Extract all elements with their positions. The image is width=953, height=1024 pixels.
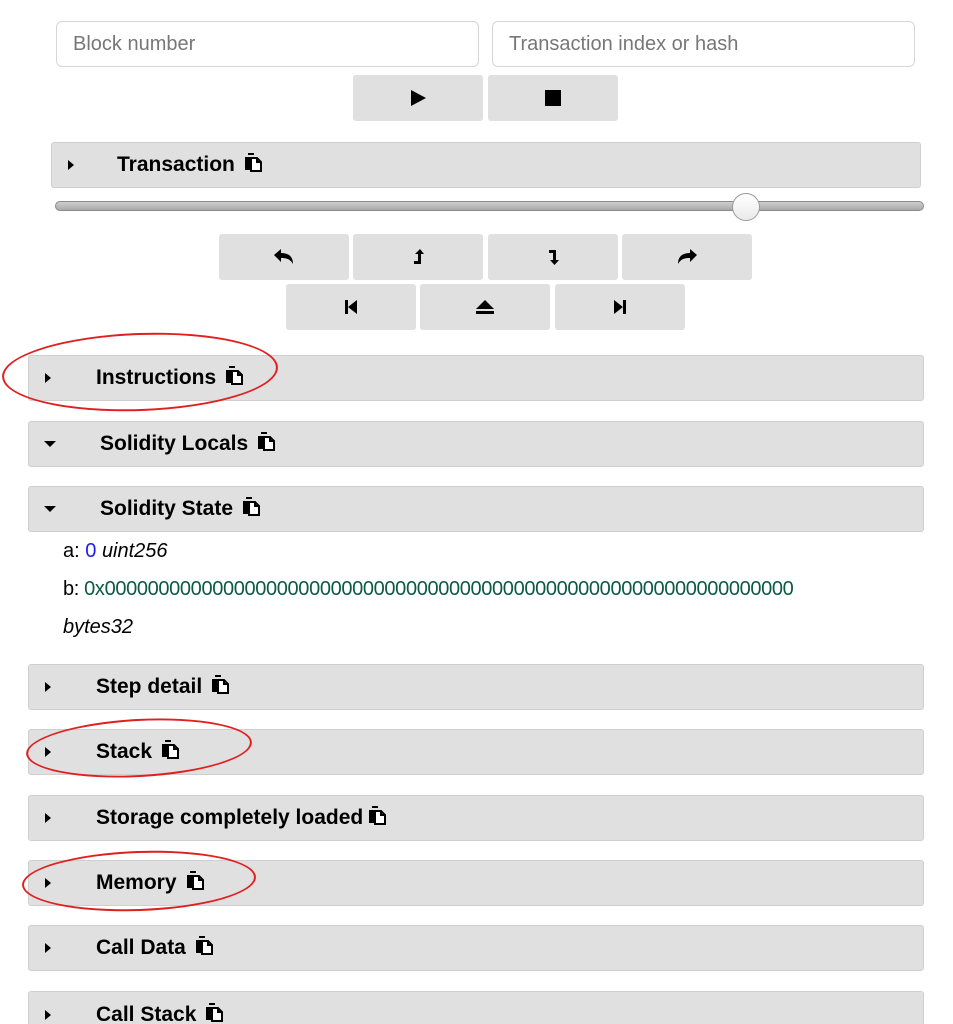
instructions-panel-header[interactable] [28,355,924,401]
stop-icon [543,88,563,108]
step-back-icon [273,248,295,266]
step-back-button[interactable] [219,234,349,280]
copy-icon[interactable] [194,935,214,961]
copy-icon[interactable] [204,1002,224,1024]
memory-title: Memory [96,871,177,894]
state-var-b-value: 0x0000000000000000000000000000000000000000000000000000000000000000 [84,578,794,600]
jump-out-button[interactable] [420,284,550,330]
stop-button[interactable] [488,75,618,121]
call-stack-title: Call Stack [96,1003,197,1024]
jump-next-breakpoint-button[interactable] [555,284,685,330]
solidity-locals-panel-header[interactable] [28,421,924,467]
transaction-input[interactable] [492,21,915,67]
copy-icon[interactable] [241,496,261,522]
state-var-a-label: a: [63,540,80,562]
step-out-icon [411,248,425,266]
caret-right-icon [43,877,53,889]
solidity-state-title: Solidity State [100,497,234,520]
solidity-state-panel-header[interactable] [28,486,924,532]
state-var-a-value: 0 [85,540,97,562]
caret-right-icon [43,372,53,384]
caret-right-icon [43,1009,53,1021]
caret-down-icon [43,439,57,449]
call-stack-panel-header[interactable] [28,991,924,1024]
transaction-panel-header[interactable] [51,142,921,188]
step-out-button[interactable] [353,234,483,280]
step-into-button[interactable] [488,234,618,280]
play-button[interactable] [353,75,483,121]
jump-prev-breakpoint-icon [344,299,358,315]
state-var-a [63,540,168,563]
copy-icon[interactable] [243,152,263,178]
copy-icon[interactable] [256,431,276,457]
caret-right-icon [43,746,53,758]
copy-icon[interactable] [367,805,387,831]
state-var-b [63,578,793,601]
state-var-b-type: bytes32 [63,616,134,638]
jump-next-breakpoint-icon [613,299,627,315]
storage-title: Storage completely loaded [96,806,364,829]
call-data-title: Call Data [96,936,186,959]
solidity-locals-title: Solidity Locals [100,432,249,455]
play-icon [408,88,428,108]
caret-right-icon [43,812,53,824]
transaction-title: Transaction [117,153,235,176]
jump-out-icon [475,299,495,315]
caret-down-icon [43,504,57,514]
state-var-b-type-row [63,616,133,639]
memory-panel-header[interactable] [28,860,924,906]
jump-prev-breakpoint-button[interactable] [286,284,416,330]
block-number-input[interactable] [56,21,479,67]
caret-right-icon [66,159,76,171]
instructions-title: Instructions [96,366,217,389]
step-over-icon [676,248,698,266]
step-slider[interactable] [55,201,924,211]
state-var-a-type: uint256 [101,540,168,562]
caret-right-icon [43,942,53,954]
copy-icon[interactable] [185,870,205,896]
copy-icon[interactable] [210,674,230,700]
copy-icon[interactable] [160,739,180,765]
slider-thumb[interactable] [732,193,760,221]
state-var-b-label: b: [63,578,79,600]
storage-panel-header[interactable] [28,795,924,841]
call-data-panel-header[interactable] [28,925,924,971]
step-detail-title: Step detail [96,675,203,698]
stack-panel-header[interactable] [28,729,924,775]
caret-right-icon [43,681,53,693]
copy-icon[interactable] [224,365,244,391]
step-over-button[interactable] [622,234,752,280]
stack-title: Stack [96,740,153,763]
step-detail-panel-header[interactable] [28,664,924,710]
step-into-icon [546,248,560,266]
